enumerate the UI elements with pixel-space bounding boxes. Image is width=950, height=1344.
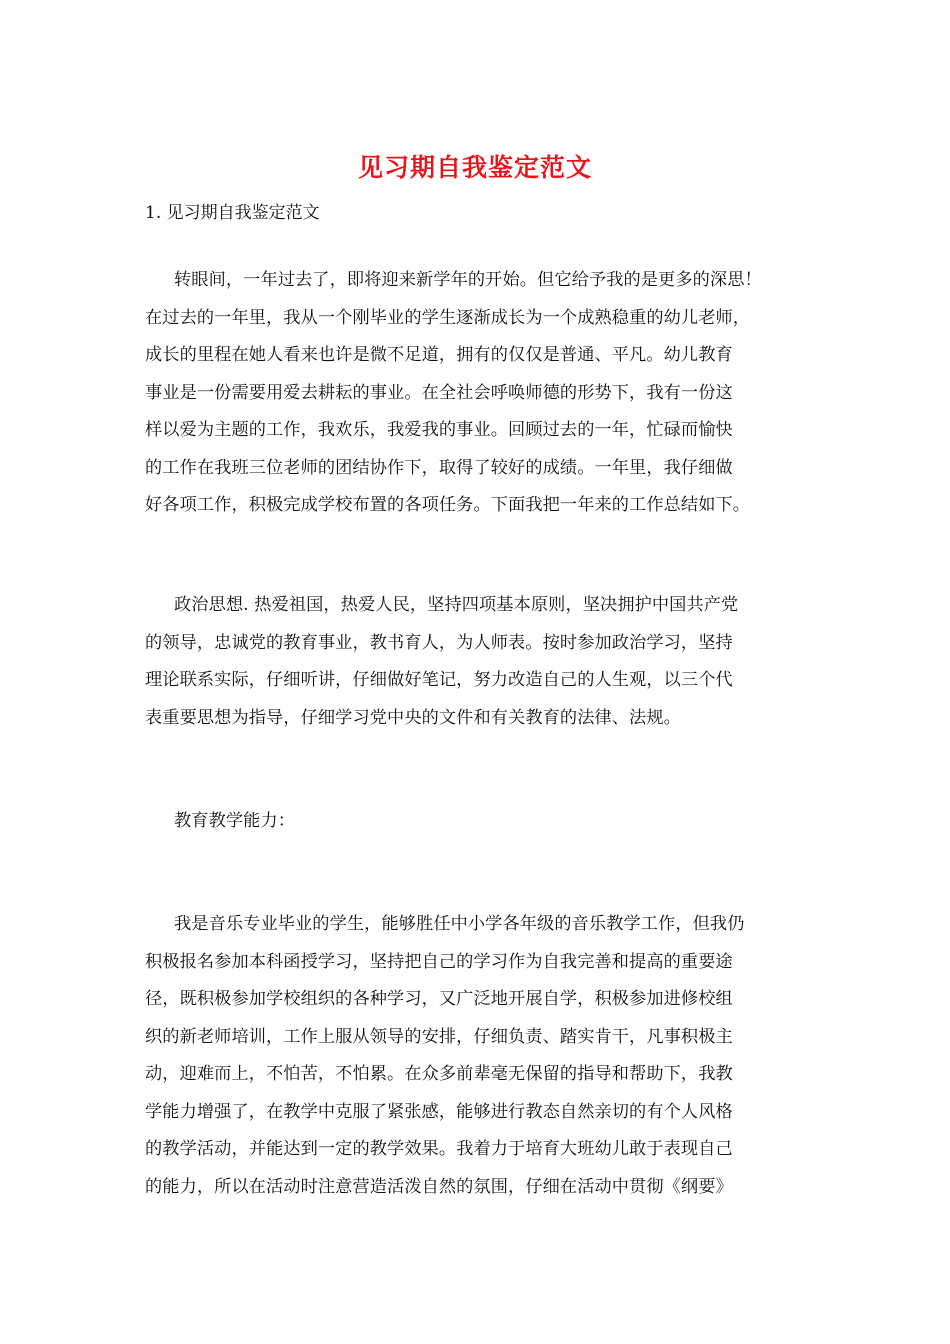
paragraph-line: 表重要思想为指导，仔细学习党中央的文件和有关教育的法律、法规。 — [145, 707, 681, 728]
paragraph-line: 我是音乐专业毕业的学生，能够胜任中小学各年级的音乐教学工作，但我仍 — [174, 914, 745, 934]
paragraph-line: 径，既积极参加学校组织的各种学习，又广泛地开展自学，积极参加进修校组 — [145, 989, 733, 1009]
document-title: 见习期自我鉴定范文 — [357, 153, 592, 182]
paragraph-line: 样以爱为主题的工作，我欢乐，我爱我的事业。回顾过去的一年，忙碌而愉快 — [145, 420, 733, 440]
section-heading: 教育教学能力： — [174, 811, 296, 831]
paragraph-line: 政治思想. 热爱祖国，热爱人民，坚持四项基本原则，坚决拥护中国共产党 — [174, 595, 739, 615]
paragraph-line: 事业是一份需要用爱去耕耘的事业。在全社会呼唤师德的形势下，我有一份这 — [145, 382, 733, 403]
document-subtitle: 1. 见习期自我鉴定范文 — [145, 203, 320, 223]
paragraph-intro — [145, 262, 810, 525]
paragraph-line: 的工作在我班三位老师的团结协作下，取得了较好的成绩。一年里，我仔细做 — [145, 457, 733, 478]
paragraph-line: 好各项工作，积极完成学校布置的各项任务。下面我把一年来的工作总结如下。 — [145, 495, 751, 515]
paragraph-line: 积极报名参加本科函授学习，坚持把自己的学习作为自我完善和提高的重要途 — [145, 951, 733, 972]
paragraph-line: 的教学活动，并能达到一定的教学效果。我着力于培育大班幼儿敢于表现自己 — [145, 1139, 733, 1159]
paragraph-politics — [145, 587, 810, 737]
paragraph-line: 成长的里程在她人看来也许是微不足道，拥有的仅仅是普通、平凡。幼儿教育 — [145, 345, 733, 365]
paragraph-line: 织的新老师培训，工作上服从领导的安排，仔细负责、踏实肯干，凡事积极主 — [145, 1026, 733, 1047]
paragraph-teaching — [145, 906, 810, 1206]
paragraph-line: 动，迎难而上，不怕苦，不怕累。在众多前辈毫无保留的指导和帮助下，我教 — [145, 1064, 733, 1084]
paragraph-line: 的能力，所以在活动时注意营造活泼自然的氛围，仔细在活动中贯彻《纲要》 — [145, 1176, 733, 1197]
paragraph-line: 理论联系实际，仔细听讲，仔细做好笔记，努力改造自己的人生观，以三个代 — [145, 670, 733, 690]
paragraph-line: 在过去的一年里，我从一个刚毕业的学生逐渐成长为一个成熟稳重的幼儿老师， — [145, 307, 751, 328]
paragraph-line: 转眼间，一年过去了，即将迎来新学年的开始。但它给予我的是更多的深思！ — [174, 270, 762, 290]
paragraph-teaching-heading — [145, 803, 810, 841]
paragraph-line: 的领导，忠诚党的教育事业，教书育人，为人师表。按时参加政治学习，坚持 — [145, 632, 733, 653]
paragraph-line: 学能力增强了，在教学中克服了紧张感，能够进行教态自然亲切的有个人风格 — [145, 1101, 733, 1122]
